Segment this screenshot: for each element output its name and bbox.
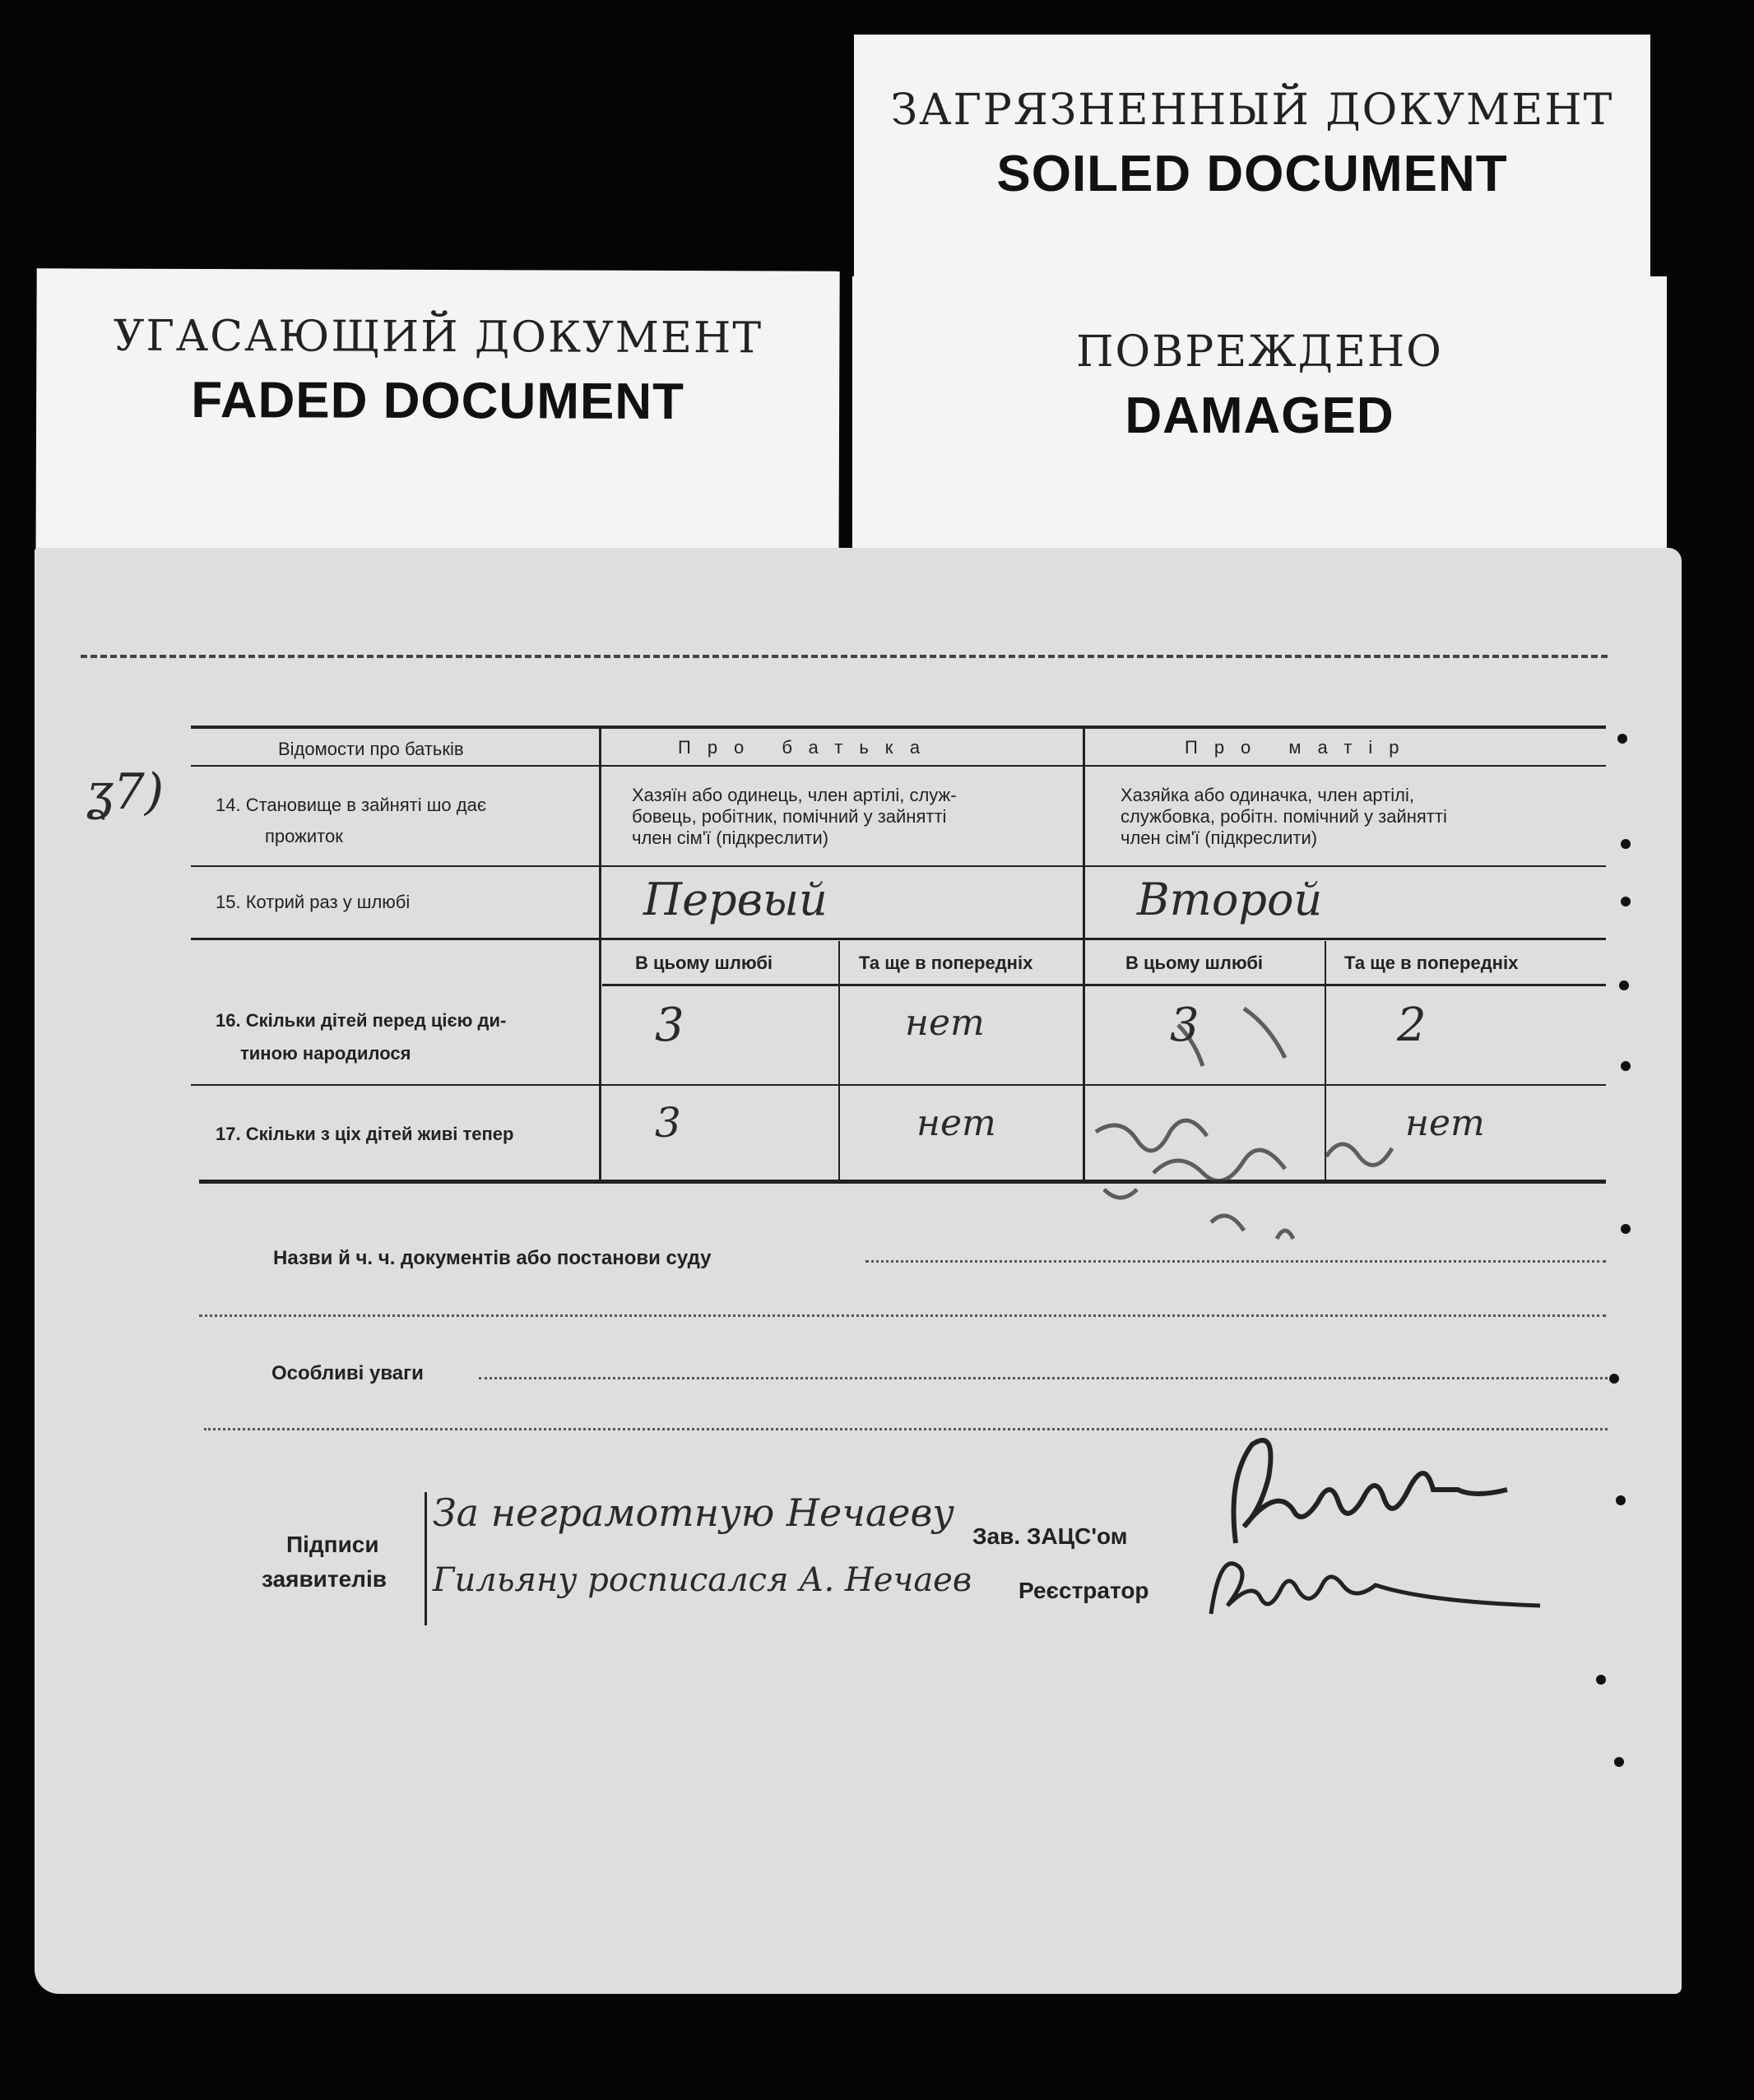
damaged-en-label: DAMAGED [1125,387,1394,444]
row-14-mother-2: службовка, робітн. помічний у зайнятті [1121,806,1447,827]
row-14-father-3: член сім'ї (підкреслити) [632,827,829,848]
punch-hole [1614,1757,1624,1767]
remarks-label: Особливі уваги [271,1362,424,1384]
col-divider-1 [599,729,601,1181]
mother-this-marriage-header: В цьому шлюбі [1125,953,1264,973]
col-divider-father-sub [838,941,840,1181]
row-17-label: 17. Скільки з ціх дітей живі тепер [216,1124,514,1144]
signatures-label-2: заявителів [262,1566,387,1592]
perforation-line [81,655,1608,658]
damaged-ru-label: ПОВРЕЖДЕНО [1076,327,1443,377]
row-14-rule [191,865,1606,867]
header-info: Відомости про батьків [278,739,464,759]
punch-hole [1621,1061,1631,1071]
row-16-father-prev: нет [905,1002,985,1044]
row-16-mother-this: 3 [1170,999,1199,1052]
head-of-registry-label: Зав. ЗАЦС'ом [972,1523,1128,1549]
applicant-signature-line-1: За неграмотную Нечаеву [433,1490,954,1535]
faded-en-label: FADED DOCUMENT [191,371,685,431]
punch-hole [1596,1675,1606,1685]
damaged-document-card [852,276,1667,581]
punch-hole [1621,897,1631,906]
punch-hole [1617,734,1627,744]
row-15-label: 15. Котрий раз у шлюбі [216,892,411,912]
soiled-en-label: SOILED DOCUMENT [996,146,1508,202]
margin-note: ʓ7) [86,763,165,821]
signature-bracket [425,1492,427,1625]
header-father: Про батька [678,737,937,758]
remarks-line-1 [479,1377,1608,1379]
punch-hole [1619,980,1629,990]
table-top-rule [191,725,1606,729]
mother-previous-header: Та ще в попередніх [1344,953,1519,973]
soiled-ru-label: ЗАГРЯЗНЕННЫЙ ДОКУМЕНТ [890,86,1614,135]
row-15-rule [191,938,1606,940]
documents-line-2 [199,1314,1606,1317]
registrar-signature [1195,1548,1557,1639]
row-16-father-this: 3 [655,999,684,1052]
row-14-mother-3: член сім'ї (підкреслити) [1121,827,1318,848]
applicant-signature-line-2: Гильяну росписался А. Нечаев [433,1561,972,1599]
table-header-rule [191,765,1606,767]
row-14-father-2: бовець, робітник, помічний у зайнятті [632,806,947,827]
punch-hole [1609,1374,1619,1384]
punch-hole [1621,839,1631,849]
punch-hole [1616,1495,1626,1505]
row-14-father-1: Хазяїн або одинець, член артілі, служ- [632,785,957,805]
row-16-label-2: тиною народилося [240,1043,411,1064]
father-this-marriage-header: В цьому шлюбі [635,953,773,973]
row-17-father-this: 3 [655,1099,681,1147]
record-form-sheet [35,548,1682,1994]
row-14-mother-1: Хазяйка або одиначка, член артілі, [1121,785,1414,805]
row-15-father-value: Первый [643,874,828,925]
row-15-mother-value: Второй [1137,874,1323,925]
row-17-father-prev: нет [916,1102,996,1144]
documents-line-1 [865,1260,1606,1263]
ink-stamp-smudge [1079,976,1441,1255]
row-14-label-1: 14. Становище в зайняті шо дає [216,795,487,815]
documents-label: Назви й ч. ч. документів або постанови суду [273,1247,712,1269]
row-16-label-1: 16. Скільки дітей перед цією ди- [216,1010,507,1031]
signatures-label-1: Підписи [286,1532,379,1557]
punch-hole [1621,1224,1631,1234]
row-14-label-2: прожиток [265,826,343,846]
father-previous-header: Та ще в попередніх [859,953,1033,973]
registrar-label: Реєстратор [1019,1578,1149,1603]
row-17-mother-prev: нет [1405,1102,1485,1144]
faded-ru-label: УГАСАЮЩИЙ ДОКУМЕНТ [113,311,763,364]
row-16-mother-prev: 2 [1397,999,1427,1052]
header-mother: Про матір [1185,737,1416,758]
